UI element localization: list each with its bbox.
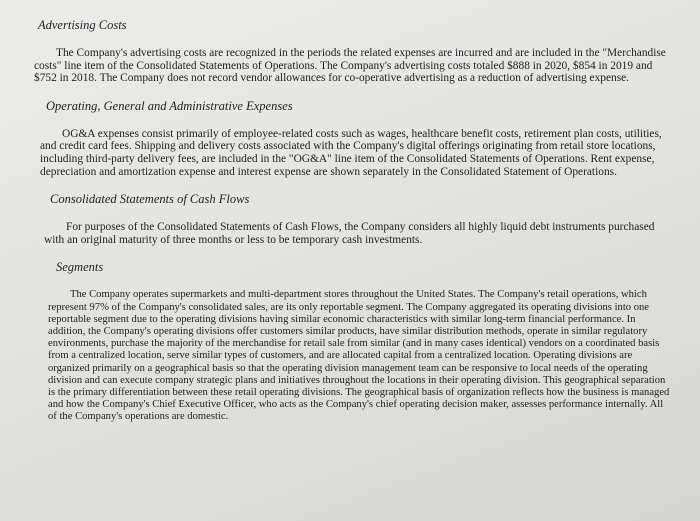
heading-oga-expenses: Operating, General and Administrative Expenses (46, 98, 293, 113)
paragraph-segments: The Company operates supermarkets and multi-department stores throughout the United States. The Company's retail operations, which represent 97% of the Company's consolidated sales, are its only reportable segment. The Company aggregated its operating divisions into one reportable segment due to the operating divisions having similar economic characteristics with similar long-term financial performance. In addition, the Company's operating divisions offer customers similar products, have similar distribution methods, operate in similar regulatory environments, purchase the majority of the merchandise for retail sale from similar (and in many cases identical) vendors on a coordinated basis from a centralized location, serve similar types of customers, and are allocated capital from a centralized location. Operating divisions are organized primarily on a geographical basis so that the operating division management team can be responsive to local needs of the operating division and can execute company strategic plans and initiatives throughout the locations in their operating division. This geographical separation is the primary differentiation between these retail operating divisions. The geographical basis of organization reflects how the business is managed and how the Company's Chief Executive Officer, who acts as the Company's chief operating decision maker, assesses performance internally. All of the Company's operations are domestic. (48, 289, 670, 423)
heading-advertising-costs: Advertising Costs (38, 18, 127, 32)
heading-segments: Segments (56, 260, 104, 275)
paragraph-oga-expenses: OG&A expenses consist primarily of employee-related costs such as wages, healthcare benefit costs, retirement plan costs, utilities, and credit card fees. Shipping and delivery costs associated with the Company's digital offerings originating from retail store locations, including third-party delivery fees, are included in the "OG&A" line item of the Consolidated Statements of Operations. Rent expense, depreciation and amortization expense and interest expense are shown separately in the Consolidated Statement of Operations. (40, 127, 662, 178)
heading-cash-flows: Consolidated Statements of Cash Flows (50, 192, 250, 207)
paragraph-cash-flows: For purposes of the Consolidated Statements of Cash Flows, the Company considers all highly liquid debt instruments purchased with an original maturity of three months or less to be temporary cash investments. (44, 221, 655, 246)
paragraph-advertising-costs: The Company's advertising costs are recognized in the periods the related expenses are incurred and are included in the "Merchandise costs" line item of the Consolidated Statements of Operations. The Company's advertising costs totaled $888 in 2020, $854 in 2019 and $752 in 2018. The Company does not record vendor allowances for co-operative advertising as a reduction of advertising expense. (34, 47, 666, 85)
